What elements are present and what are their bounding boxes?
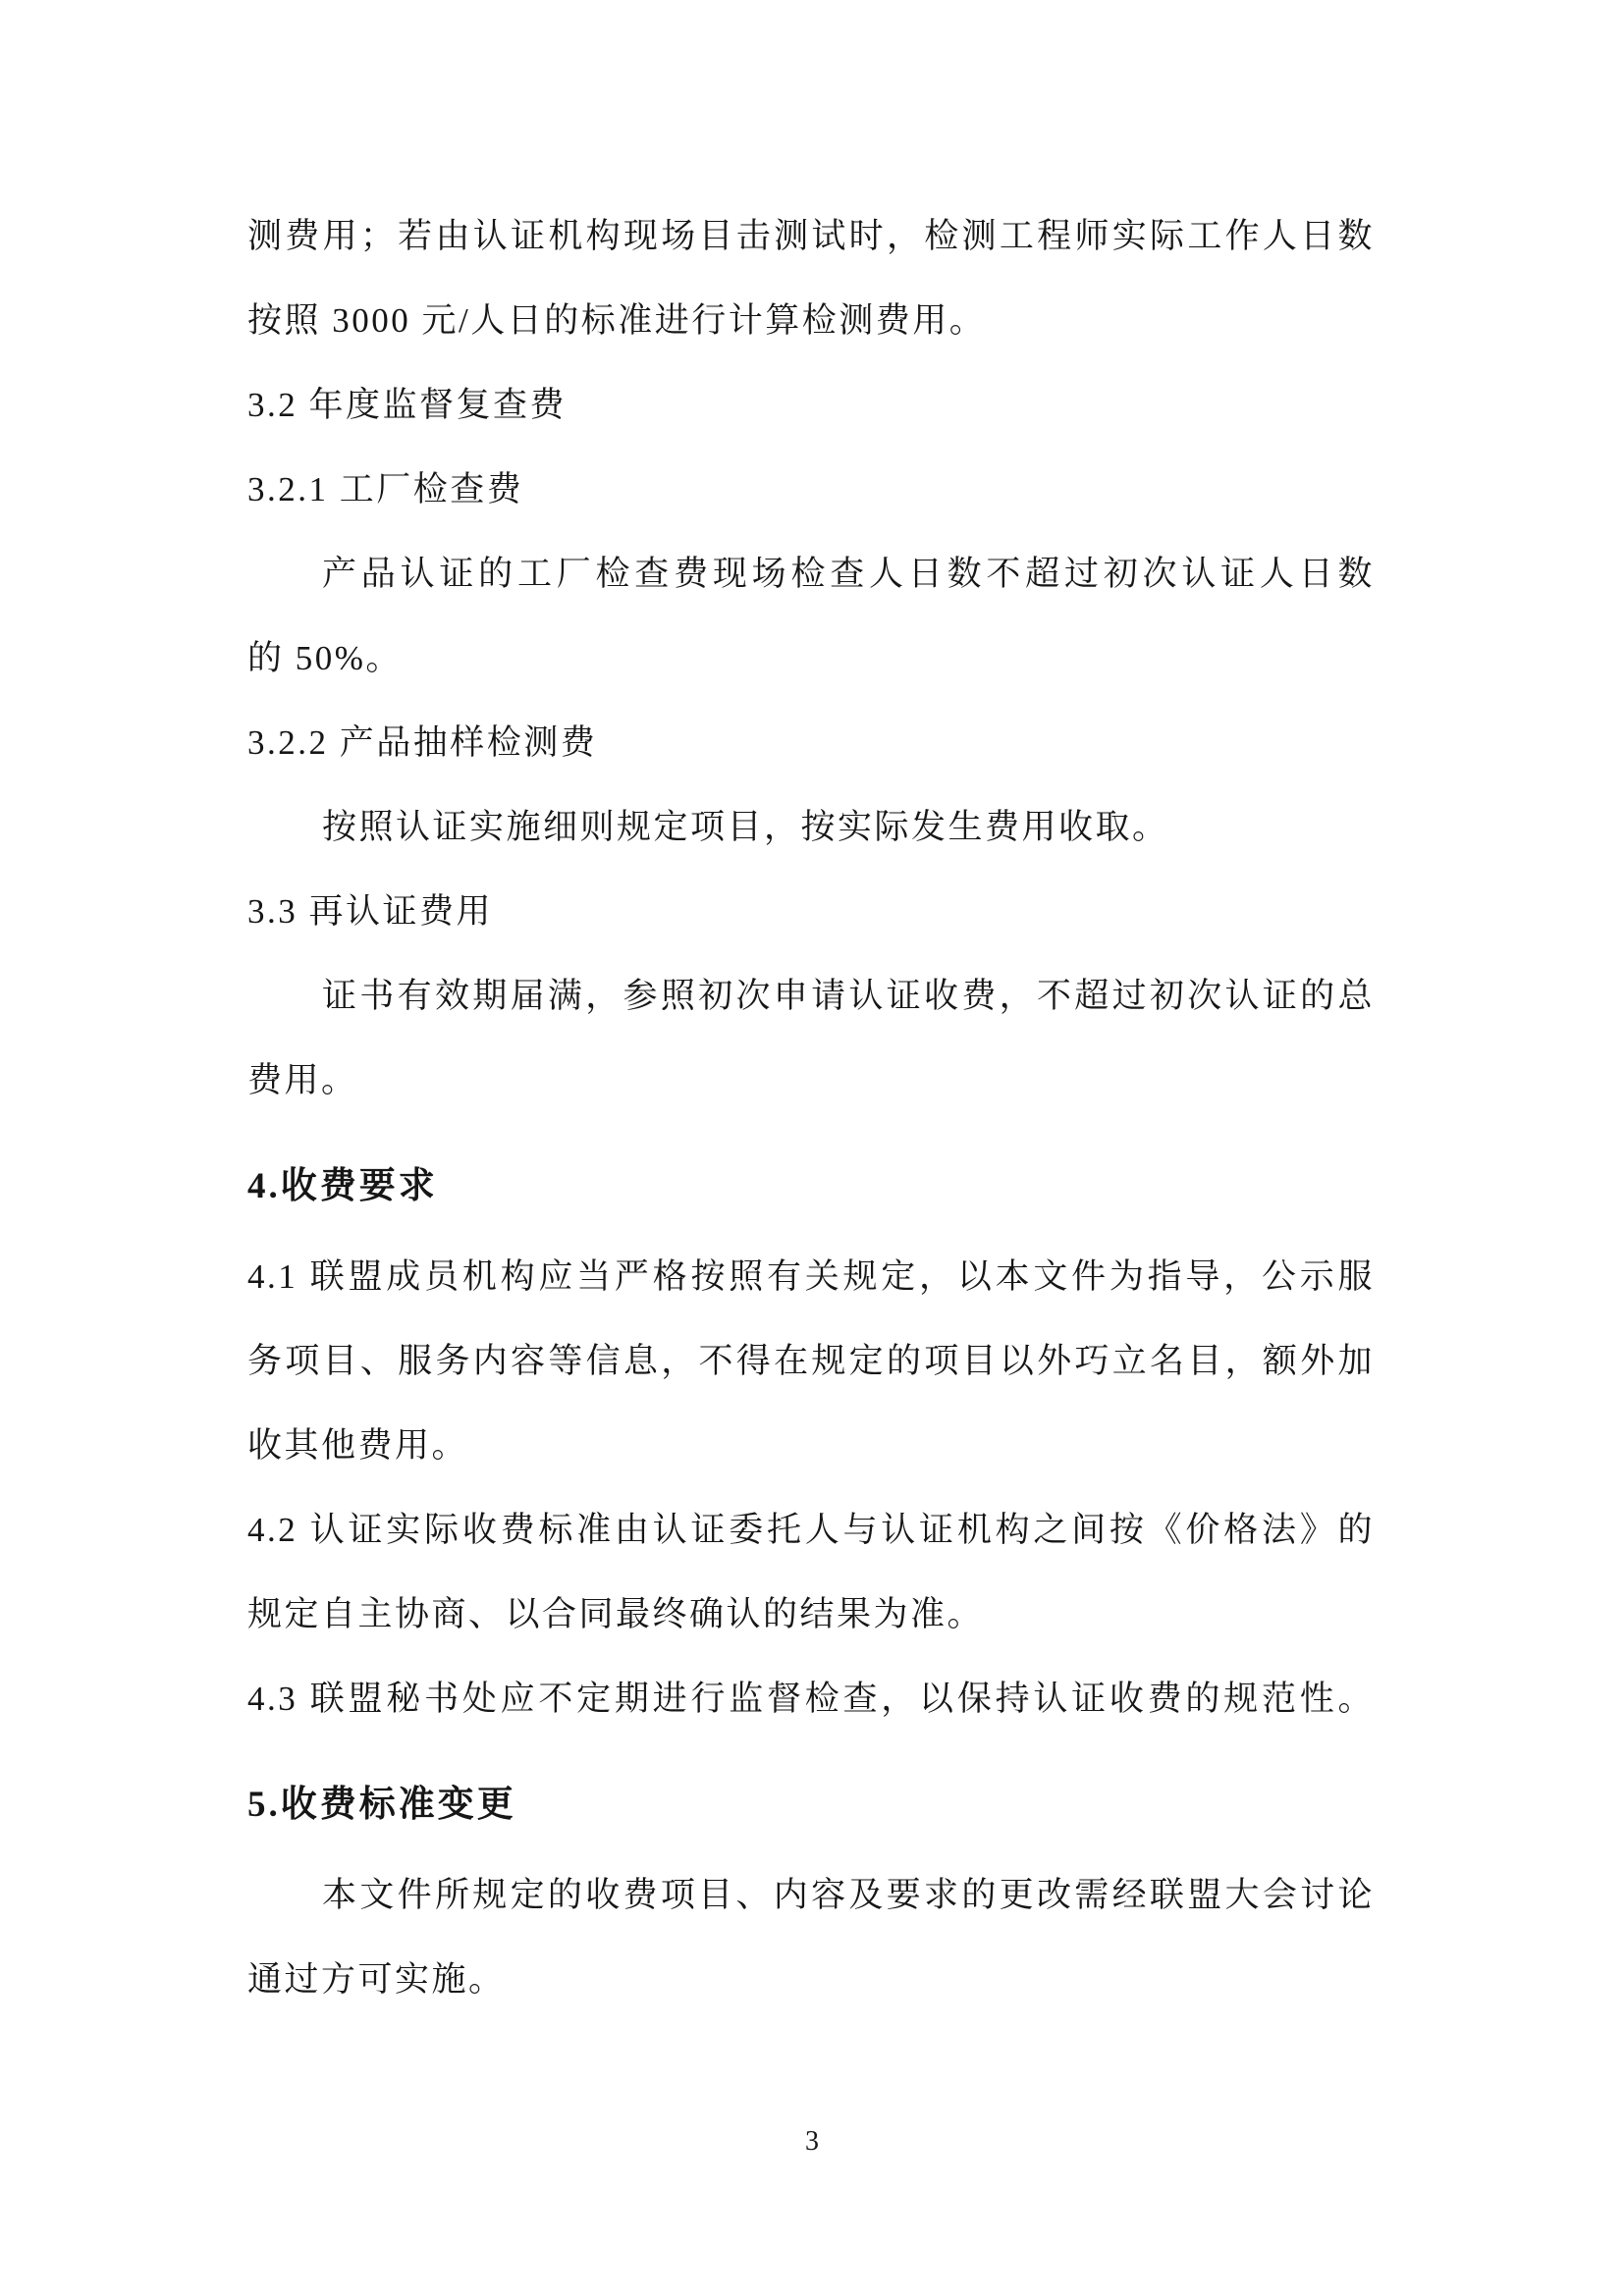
text-line: 证书有效期届满，参照初次申请认证收费，不超过初次认证的总 — [322, 977, 1375, 1015]
text-line: 按照认证实施细则规定项目，按实际发生费用收取。 — [322, 808, 1169, 846]
text-line: 费用。 — [247, 1061, 358, 1099]
text-line: 3.2 年度监督复查费 — [247, 386, 568, 424]
page-content — [247, 194, 1375, 2022]
text-line: 务项目、服务内容等信息，不得在规定的项目以外巧立名目，额外加 — [247, 1342, 1375, 1380]
text-line: 4.1 联盟成员机构应当严格按照有关规定，以本文件为指导，公示服 — [247, 1257, 1375, 1296]
text-line: 4.2 认证实际收费标准由认证委托人与认证机构之间按《价格法》的 — [247, 1511, 1375, 1549]
text-line: 产品认证的工厂检查费现场检查人日数不超过初次认证人日数 — [322, 555, 1375, 593]
text-line: 通过方可实施。 — [247, 1960, 506, 1999]
section-heading: 4.收费要求 — [247, 1166, 438, 1206]
page-number: 3 — [805, 2126, 819, 2157]
text-line: 收其他费用。 — [247, 1426, 469, 1465]
text-line: 按照 3000 元/人日的标准进行计算检测费用。 — [247, 301, 987, 340]
text-line: 3.2.1 工厂检查费 — [247, 470, 524, 508]
section-heading: 5.收费标准变更 — [247, 1785, 516, 1825]
text-line: 测费用；若由认证机构现场目击测试时，检测工程师实际工作人日数 — [247, 217, 1375, 255]
text-line: 规定自主协商、以合同最终确认的结果为准。 — [247, 1595, 985, 1633]
text-line: 3.2.2 产品抽样检测费 — [247, 723, 598, 762]
text-line: 本文件所规定的收费项目、内容及要求的更改需经联盟大会讨论 — [322, 1876, 1375, 1914]
text-line: 的 50%。 — [247, 639, 403, 677]
text-line: 3.3 再认证费用 — [247, 892, 494, 931]
text-line: 4.3 联盟秘书处应不定期进行监督检查，以保持认证收费的规范性。 — [247, 1680, 1375, 1718]
